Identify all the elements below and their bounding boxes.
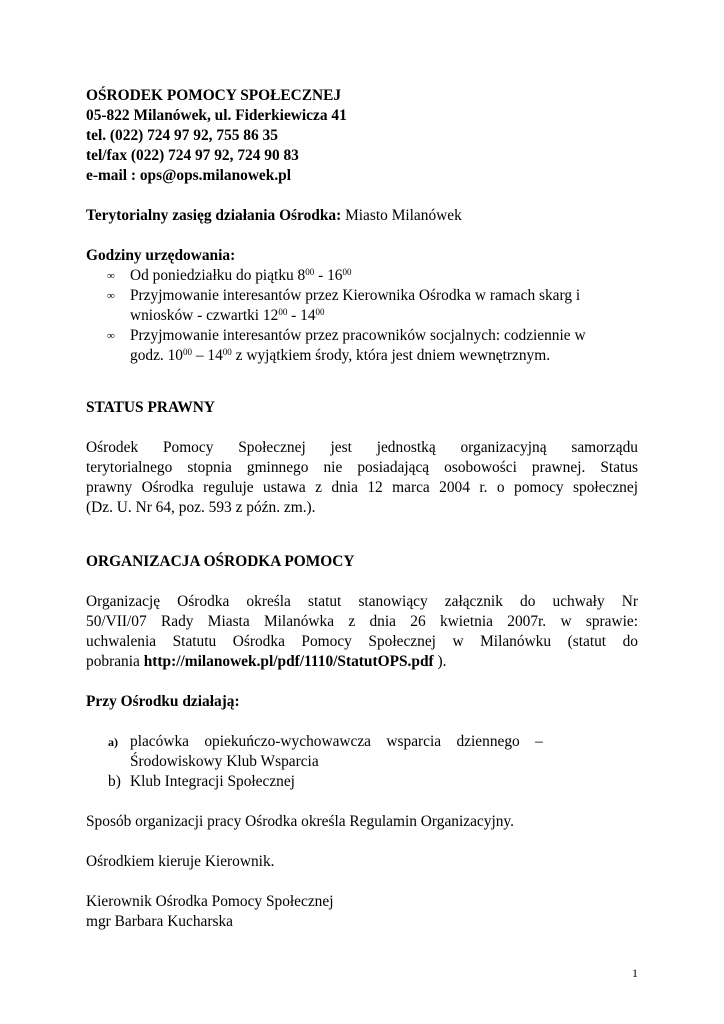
org-phone: tel. (022) 724 97 92, 755 86 35 xyxy=(86,127,278,144)
units-list xyxy=(86,732,638,792)
org-email: e-mail : ops@ops.milanowek.pl xyxy=(86,167,292,184)
units-heading: Przy Ośrodku działają: xyxy=(86,693,240,710)
hours-item: ∞ Przyjmowanie interesantów przez pracowników socjalnych: codziennie w godz. $10^{00} - 14^{00}$ z wyjątkiem środy, która jest dniem wewnętrznym. xyxy=(107,327,586,364)
organization-paragraph: Organizację Ośrodka określa statut stanowiący załącznik do uchwały Nr 50/VII/07 Rady Miasta Milanówka z dnia 26 kwietnia 2007r. w sprawie: uchwalenia Statutu Ośrodka Pomocy Społecznej w Milanówku (statut do pobrania http://milanowek.pl/pdf/1110/StatutOPS.pdf ). xyxy=(86,593,638,670)
signature-title: Kierownik Ośrodka Pomocy Społecznej xyxy=(86,893,334,910)
page-number: 1 xyxy=(632,966,638,980)
hours-list xyxy=(86,266,638,366)
regulations-text: Sposób organizacji pracy Ośrodka określa Regulamin Organizacyjny. xyxy=(86,813,514,830)
hours-heading: Godziny urzędowania: xyxy=(86,247,236,264)
infinity-bullet-icon: ∞ xyxy=(107,270,115,282)
list-item: a) placówka opiekuńczo-wychowawcza wsparcia dziennego – Środowiskowy Klub Wsparcia xyxy=(108,733,543,770)
territory-label: Terytorialny zasięg działania Ośrodka: xyxy=(86,207,342,224)
header-block xyxy=(86,86,638,186)
hours-item: ∞ Przyjmowanie interesantów przez Kierownika Ośrodka w ramach skarg i wniosków - czwartki $12^{00} - 14^{00}$ xyxy=(107,287,581,324)
infinity-bullet-icon: ∞ xyxy=(107,330,115,342)
territory-line xyxy=(86,206,638,226)
org-name: OŚRODEK POMOCY SPOŁECZNEJ xyxy=(86,87,342,104)
document-content xyxy=(86,86,638,932)
status-paragraph: Ośrodek Pomocy Społecznej jest jednostką organizacyjną samorządu terytorialnego stopnia gminnego nie posiadającą osobowości prawnej. Status prawny Ośrodka reguluje ustawa z dnia 12 marca 2004 r. o pomocy społecznej (Dz. U. Nr 64, poz. 593 z późn. zm.). xyxy=(86,439,638,516)
management-text: Ośrodkiem kieruje Kierownik. xyxy=(86,853,275,870)
statute-link[interactable]: http://milanowek.pl/pdf/1110/StatutOPS.pdf xyxy=(143,653,434,670)
hours-item: ∞ Od poniedziałku do piątku $8^{00} - 16^{00}$ xyxy=(107,267,352,284)
organization-heading: ORGANIZACJA OŚRODKA POMOCY xyxy=(86,553,355,570)
infinity-bullet-icon: ∞ xyxy=(107,290,115,302)
signature-name: mgr Barbara Kucharska xyxy=(86,913,234,930)
org-telfax: tel/fax (022) 724 97 92, 724 90 83 xyxy=(86,147,299,164)
org-address: 05-822 Milanówek, ul. Fiderkiewicza 41 xyxy=(86,107,347,124)
status-heading: STATUS PRAWNY xyxy=(86,399,215,416)
list-item: b) Klub Integracji Społecznej xyxy=(108,773,295,790)
territory-value: Miasto Milanówek xyxy=(341,207,462,224)
